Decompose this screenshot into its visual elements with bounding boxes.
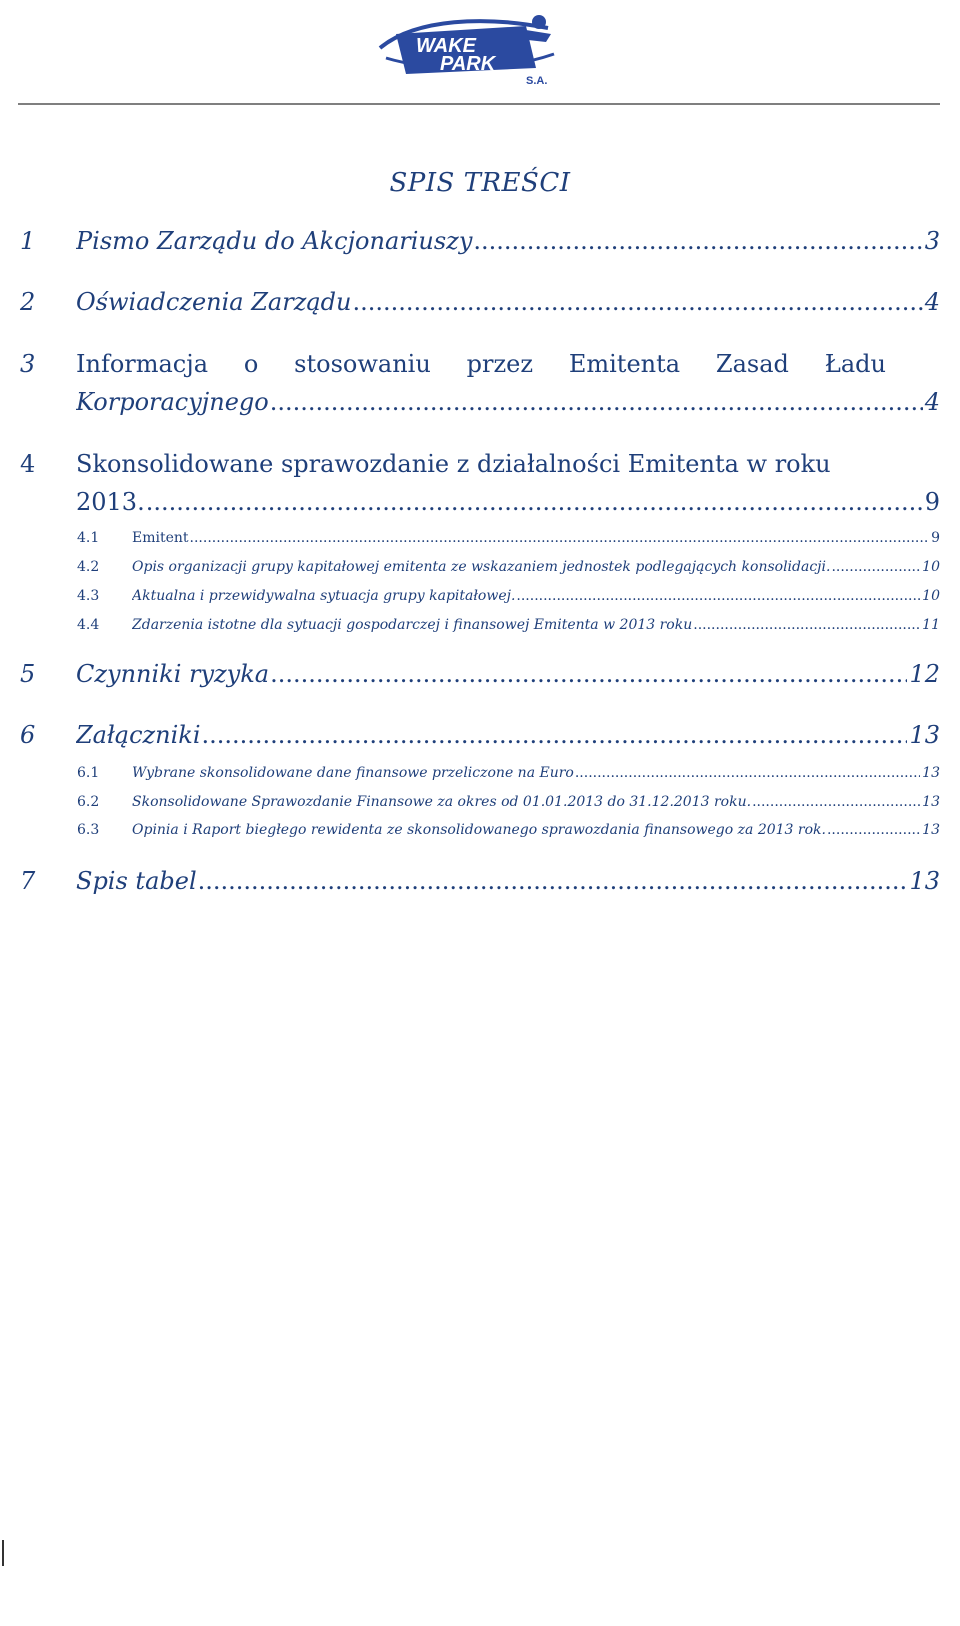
- toc-subentry-number: 6.2: [77, 794, 100, 810]
- toc-subentry-page: 10: [922, 588, 940, 604]
- toc-entry-text-line2: 2013.: [76, 488, 145, 516]
- toc-leader-dots: [575, 760, 920, 786]
- toc-subentry-page: 13: [922, 822, 940, 838]
- toc-entry-number: 6: [20, 721, 36, 749]
- toc-entry-page: 12: [909, 660, 940, 688]
- toc-entry-number: 3: [20, 350, 36, 378]
- toc-subentry-number: 6.1: [77, 765, 100, 781]
- toc-leader-dots: [146, 483, 923, 521]
- toc-leader-dots: [270, 383, 923, 421]
- toc-title: SPIS TREŚCI: [389, 168, 571, 198]
- toc-word: Informacja: [76, 350, 208, 378]
- toc-leader-dots: [831, 554, 920, 580]
- toc-entry-number: 7: [20, 867, 36, 895]
- toc-entry-text: Czynniki ryzyka: [76, 660, 270, 688]
- toc-entry-text: Załączniki: [76, 721, 201, 749]
- toc-leader-dots: [190, 525, 930, 551]
- toc-entry-text: Oświadczenia Zarządu: [76, 288, 352, 316]
- toc-subentry-text: Opis organizacji grupy kapitałowej emitenta ze wskazaniem jednostek podlegających konsolidacji.: [132, 559, 831, 575]
- toc-entry-number: 5: [20, 660, 36, 688]
- toc-leader-dots: [473, 222, 922, 260]
- toc-subentry-page: 11: [922, 617, 940, 633]
- toc-entry-text-line1: Skonsolidowane sprawozdanie z działalności Emitenta w roku: [76, 450, 831, 478]
- toc-entry-number: 2: [20, 288, 36, 316]
- toc-entry-page: 4: [924, 288, 940, 316]
- toc-subentry-text: Aktualna i przewidywalna sytuacja grupy kapitałowej.: [132, 588, 516, 604]
- toc-entry-page: 13: [909, 721, 940, 749]
- toc-subentry-number: 4.4: [77, 617, 100, 633]
- toc-subentry-text: Skonsolidowane Sprawozdanie Finansowe za okres od 01.01.2013 do 31.12.2013 roku.: [132, 794, 752, 810]
- toc-word: o: [243, 350, 259, 378]
- toc-subentry-text: Wybrane skonsolidowane dane finansowe przeliczone na Euro: [132, 765, 574, 781]
- toc-leader-dots: [827, 817, 920, 843]
- toc-subentry-number: 4.2: [77, 559, 100, 575]
- toc-leader-dots: [270, 655, 907, 693]
- svg-text:PARK: PARK: [440, 53, 496, 75]
- toc-subentry-number: 6.3: [77, 822, 100, 838]
- toc-entry-text-line1: [76, 345, 886, 383]
- toc-subentry-number: 4.3: [77, 588, 100, 604]
- header-divider: [18, 103, 940, 105]
- toc-leader-dots: [202, 716, 908, 754]
- toc-leader-dots: [198, 862, 908, 900]
- toc-subentry-text: Emitent: [132, 530, 189, 546]
- toc-word: stosowaniu: [294, 350, 431, 378]
- toc-subentry-text: Zdarzenia istotne dla sytuacji gospodarczej i finansowej Emitenta w 2013 roku: [132, 617, 693, 633]
- toc-word: Emitenta: [568, 350, 681, 378]
- toc-subentry-page: 13: [922, 794, 940, 810]
- toc-entry-page: 4: [924, 388, 940, 416]
- toc-subentry-number: 4.1: [77, 530, 100, 546]
- toc-leader-dots: [752, 789, 920, 815]
- svg-text:WAKE: WAKE: [416, 35, 476, 57]
- toc-subentry-page: 10: [922, 559, 940, 575]
- toc-word: przez: [466, 350, 533, 378]
- toc-subentry-page: 13: [922, 765, 940, 781]
- toc-leader-dots: [516, 583, 920, 609]
- toc-entry-page: 3: [924, 227, 940, 255]
- toc-entry-number: 1: [20, 227, 36, 255]
- toc-subentry-page: 9: [931, 530, 940, 546]
- page-edge-mark: [2, 1540, 4, 1566]
- toc-word: Zasad: [715, 350, 789, 378]
- toc-entry-text-line2: Korporacyjnego: [76, 388, 269, 416]
- toc-entry-number: 4: [20, 450, 36, 478]
- toc-subentry-text: Opinia i Raport biegłego rewidenta ze skonsolidowanego sprawozdania finansowego za 2013 rok.: [132, 822, 826, 838]
- toc-entry-page: 13: [909, 867, 940, 895]
- toc-word: Ładu: [824, 350, 886, 378]
- toc-leader-dots: [693, 612, 920, 638]
- wake-park-logo-icon: [376, 8, 562, 88]
- toc-entry-page: 9: [924, 488, 940, 516]
- toc-leader-dots: [352, 283, 922, 321]
- wake-park-logo: [376, 8, 562, 88]
- svg-text:S.A.: S.A.: [526, 75, 548, 87]
- toc-entry-text: Spis tabel: [76, 867, 197, 895]
- toc-entry-text: Pismo Zarządu do Akcjonariuszy: [76, 227, 473, 255]
